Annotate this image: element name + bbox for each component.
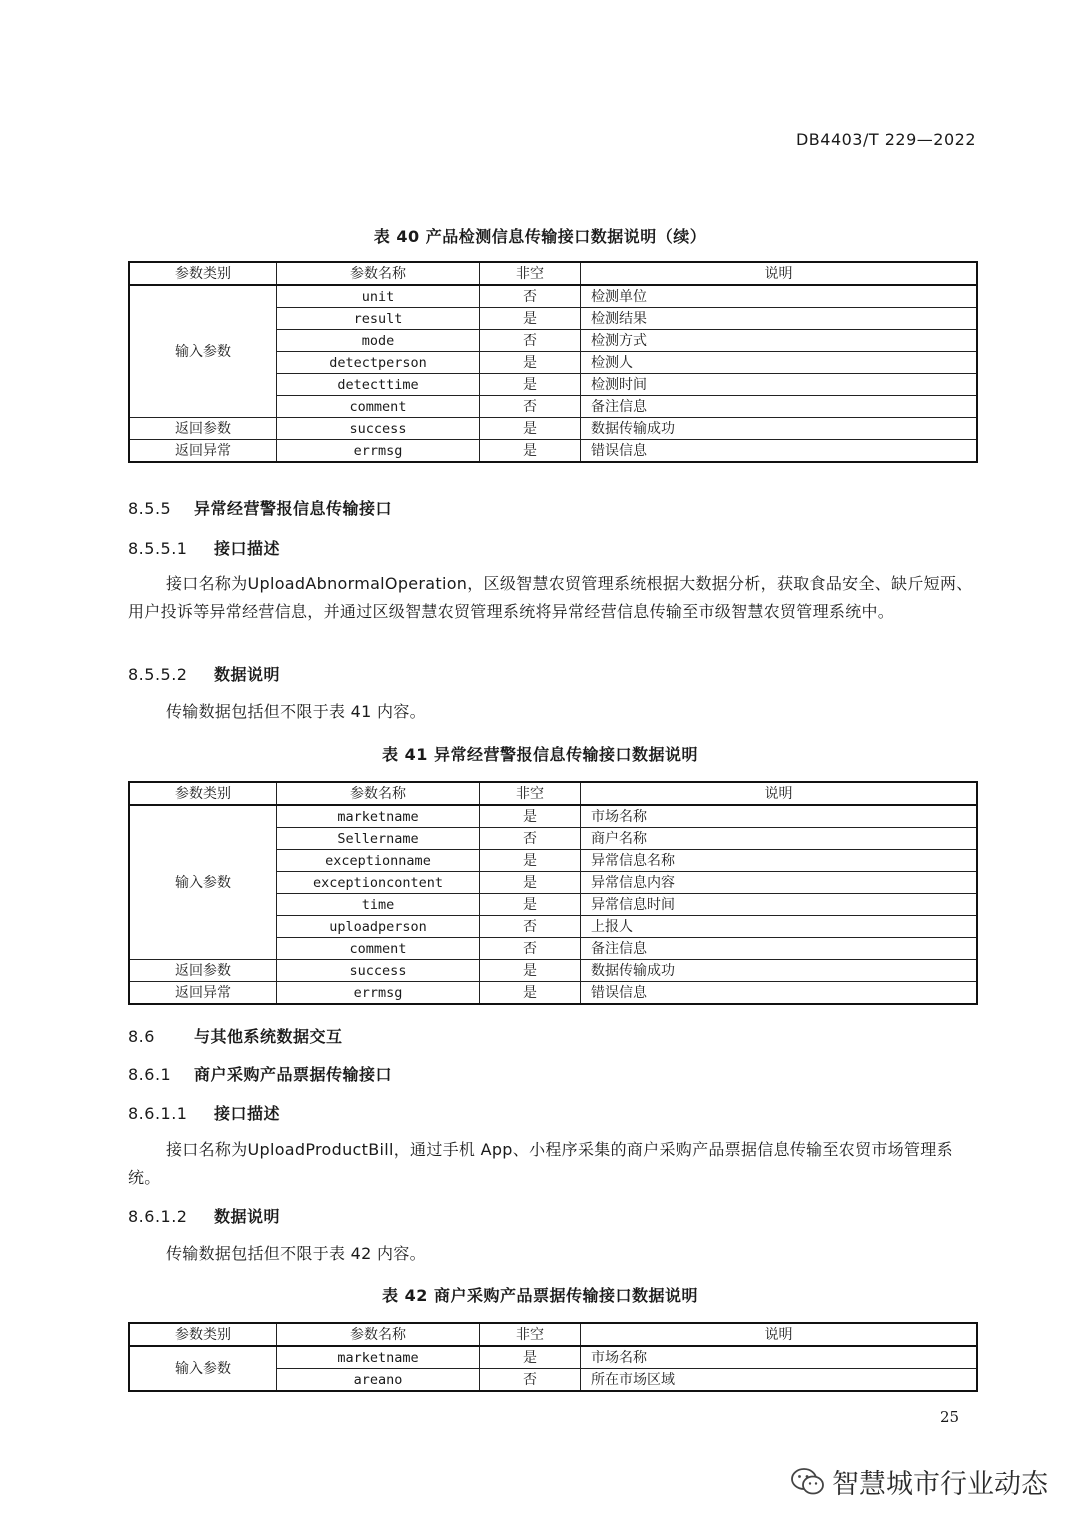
table-row-return (129, 418, 977, 440)
required-cell: 是 (480, 982, 581, 1005)
param-name-cell: Sellername (277, 828, 480, 850)
description-cell: 备注信息 (581, 938, 978, 960)
required-cell: 是 (480, 872, 581, 894)
param-name-cell: unit (277, 285, 480, 308)
param-name-cell: success (277, 418, 480, 440)
table-41 (128, 781, 978, 1005)
header-param-name: 参数名称 (277, 1323, 480, 1346)
description-cell: 市场名称 (581, 1346, 978, 1369)
description-cell: 商户名称 (581, 828, 978, 850)
param-name-cell: comment (277, 396, 480, 418)
table-row (129, 1346, 977, 1369)
param-name-cell: marketname (277, 805, 480, 828)
description-cell: 数据传输成功 (581, 418, 978, 440)
param-name-cell: exceptioncontent (277, 872, 480, 894)
header-description: 说明 (581, 782, 978, 805)
param-name-cell: detectperson (277, 352, 480, 374)
param-name-cell: exceptionname (277, 850, 480, 872)
document-code: DB4403/T 229—2022 (795, 130, 976, 149)
section-title: 与其他系统数据交互 (194, 1027, 343, 1046)
category-cell: 返回参数 (129, 960, 277, 982)
header-description: 说明 (581, 1323, 978, 1346)
description-cell: 备注信息 (581, 396, 978, 418)
header-param-name: 参数名称 (277, 262, 480, 285)
param-name-cell: areano (277, 1369, 480, 1392)
description-cell: 异常信息名称 (581, 850, 978, 872)
required-cell: 是 (480, 1346, 581, 1369)
category-cell: 返回参数 (129, 418, 277, 440)
header-required: 非空 (480, 782, 581, 805)
section-number: 8.6.1.2 (128, 1207, 188, 1226)
category-cell: 返回异常 (129, 440, 277, 463)
section-heading-8-6-1-2 (128, 1204, 280, 1227)
category-cell: 输入参数 (129, 1346, 277, 1391)
paragraph-8-6-1-2: 传输数据包括但不限于表 42 内容。 (166, 1244, 426, 1263)
required-cell: 是 (480, 850, 581, 872)
table-42 (128, 1322, 978, 1392)
required-cell: 否 (480, 330, 581, 352)
required-cell: 是 (480, 308, 581, 330)
required-cell: 是 (480, 960, 581, 982)
param-name-cell: time (277, 894, 480, 916)
table-header-row (129, 262, 977, 285)
table-row (129, 805, 977, 828)
section-heading-8-5-5-1 (128, 536, 280, 559)
required-cell: 否 (480, 285, 581, 308)
category-cell: 返回异常 (129, 982, 277, 1005)
param-name-cell: success (277, 960, 480, 982)
page-number: 25 (940, 1408, 960, 1426)
section-title: 商户采购产品票据传输接口 (194, 1065, 393, 1084)
description-cell: 上报人 (581, 916, 978, 938)
description-cell: 检测结果 (581, 308, 978, 330)
section-heading-8-6 (128, 1024, 343, 1047)
required-cell: 是 (480, 374, 581, 396)
required-cell: 是 (480, 894, 581, 916)
required-cell: 否 (480, 938, 581, 960)
section-title: 数据说明 (214, 1207, 281, 1226)
description-cell: 异常信息时间 (581, 894, 978, 916)
required-cell: 否 (480, 916, 581, 938)
param-name-cell: result (277, 308, 480, 330)
param-name-cell: errmsg (277, 440, 480, 463)
param-name-cell: errmsg (277, 982, 480, 1005)
header-category: 参数类别 (129, 782, 277, 805)
header-required: 非空 (480, 262, 581, 285)
header-description: 说明 (581, 262, 978, 285)
required-cell: 否 (480, 828, 581, 850)
section-heading-8-5-5-2 (128, 662, 280, 685)
section-number: 8.5.5 (128, 499, 172, 518)
description-cell: 所在市场区域 (581, 1369, 978, 1392)
watermark (790, 1462, 1048, 1501)
section-title: 异常经营警报信息传输接口 (194, 499, 393, 518)
param-name-cell: comment (277, 938, 480, 960)
section-title: 数据说明 (214, 665, 281, 684)
table-row-error (129, 982, 977, 1005)
param-name-cell: mode (277, 330, 480, 352)
section-heading-8-6-1 (128, 1062, 392, 1085)
header-required: 非空 (480, 1323, 581, 1346)
section-number: 8.6 (128, 1027, 155, 1046)
description-cell: 检测人 (581, 352, 978, 374)
table-42-title: 表 42 商户采购产品票据传输接口数据说明 (382, 1286, 698, 1305)
required-cell: 是 (480, 805, 581, 828)
table-40 (128, 261, 978, 463)
table-row-error (129, 440, 977, 463)
category-cell: 输入参数 (129, 285, 277, 418)
header-param-name: 参数名称 (277, 782, 480, 805)
header-category: 参数类别 (129, 1323, 277, 1346)
category-cell: 输入参数 (129, 805, 277, 960)
description-cell: 错误信息 (581, 982, 978, 1005)
section-number: 8.5.5.2 (128, 665, 188, 684)
watermark-text: 智慧城市行业动态 (832, 1469, 1048, 1500)
description-cell: 市场名称 (581, 805, 978, 828)
description-cell: 错误信息 (581, 440, 978, 463)
required-cell: 是 (480, 440, 581, 463)
description-cell: 检测方式 (581, 330, 978, 352)
param-name-cell: marketname (277, 1346, 480, 1369)
required-cell: 是 (480, 352, 581, 374)
header-category: 参数类别 (129, 262, 277, 285)
table-header-row (129, 1323, 977, 1346)
description-cell: 异常信息内容 (581, 872, 978, 894)
description-cell: 检测时间 (581, 374, 978, 396)
required-cell: 否 (480, 1369, 581, 1392)
param-name-cell: uploadperson (277, 916, 480, 938)
paragraph-8-6-1-1: 接口名称为UploadProductBill，通过手机 App、小程序采集的商户采购产品票据信息传输至农贸市场管理系统。 (128, 1140, 953, 1187)
paragraph-8-5-5-2: 传输数据包括但不限于表 41 内容。 (166, 702, 426, 721)
description-cell: 检测单位 (581, 285, 978, 308)
wechat-icon (790, 1467, 826, 1497)
section-number: 8.6.1.1 (128, 1104, 188, 1123)
table-row (129, 285, 977, 308)
table-header-row (129, 782, 977, 805)
paragraph-8-5-5-1: 接口名称为UploadAbnormalOperation，区级智慧农贸管理系统根据大数据分析，获取食品安全、缺斤短两、用户投诉等异常经营信息，并通过区级智慧农贸管理系统将异常经营信息传输至市级智慧农贸管理系统中。 (128, 574, 973, 621)
param-name-cell: detecttime (277, 374, 480, 396)
table-40-title: 表 40 产品检测信息传输接口数据说明（续） (373, 227, 707, 246)
table-row-return (129, 960, 977, 982)
section-title: 接口描述 (214, 539, 281, 558)
table-41-title: 表 41 异常经营警报信息传输接口数据说明 (382, 745, 698, 764)
required-cell: 是 (480, 418, 581, 440)
section-number: 8.5.5.1 (128, 539, 188, 558)
description-cell: 数据传输成功 (581, 960, 978, 982)
section-heading-8-5-5 (128, 496, 392, 519)
section-heading-8-6-1-1 (128, 1101, 280, 1124)
section-number: 8.6.1 (128, 1065, 172, 1084)
required-cell: 否 (480, 396, 581, 418)
section-title: 接口描述 (214, 1104, 281, 1123)
